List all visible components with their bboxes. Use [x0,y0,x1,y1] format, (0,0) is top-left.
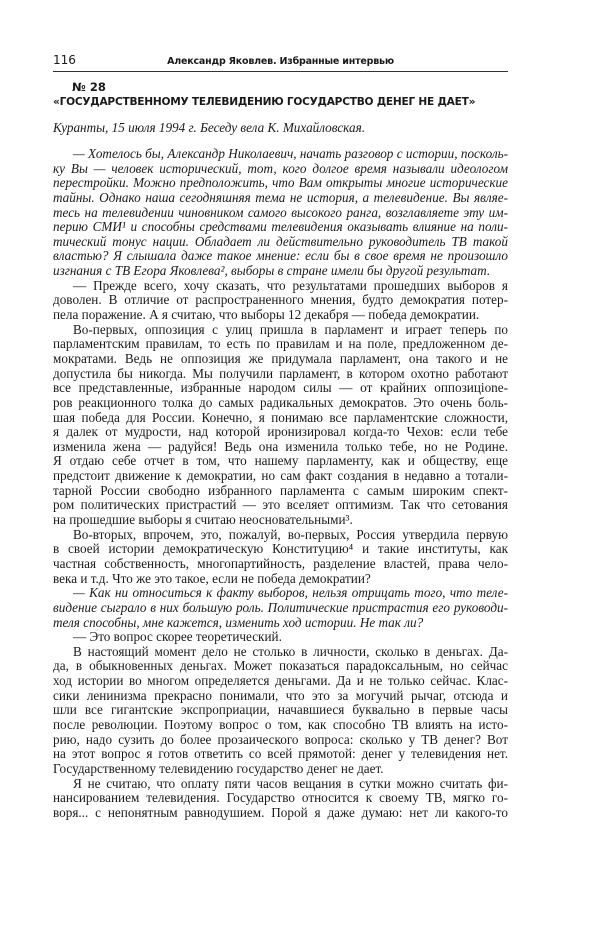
text-line: ров реакционного толка до самых радикальных демократов. Это очень боль- [53,394,508,410]
article-source: Куранты, 15 июля 1994 г. Беседу вела К. Михайловская. [53,120,366,135]
text-line: частная собственность, многопартийность, разделение властей, права чело- [53,555,508,571]
text-line: тесь на телевидении чиновником самого высокого ранга, возглавляете эту им- [53,204,508,220]
paragraph [53,630,508,645]
paragraph [53,586,508,630]
text-line: я далек от мудрости, над которой иронизировал когда-то Чехов: если тебе [53,424,508,440]
text-line: Во-первых, оппозиция с улиц пришла в парламент и играет теперь по [73,321,508,337]
text-line: мократами. Ведь не оппозиция же придумала парламент, она такого и не [53,350,508,366]
text-line: рию, надо сузить до более прозаического вопроса: сколько у ТВ денег? Вот [53,731,508,747]
running-header [53,53,508,72]
text-line: да, в обыкновенных деньгах. Может показаться парадоксальным, но сейчас [53,658,508,674]
text-line: перию СМИ¹ и способны средствами телевидения оказывать влияние на поли- [53,219,508,235]
article-title: «ГОСУДАРСТВЕННОМУ ТЕЛЕВИДЕНИЮ ГОСУДАРСТВО ДЕНЕГ НЕ ДАЕТ» [53,96,476,108]
paragraph [53,777,508,821]
text-line: века и т.д. Что же это такое, если не победа демократии? [53,570,371,586]
paragraph [53,645,508,777]
text-line: парламентским правилам, то есть по правилам и на поле, предложенном де- [53,336,508,352]
text-line: ход истории во многом определяется деньгами. Да и не только сейчас. Клас- [53,673,508,689]
text-line: предстоит движение к демократии, но сам факт создания в недавно a тотали- [53,468,508,484]
text-line: — Как ни относиться к факту выборов, нельзя отрицать того, что теле- [73,585,508,601]
article-body [53,147,508,820]
page-number: 116 [53,53,76,67]
text-line: после революции. Поэтому вопрос о том, как способно ТВ влиять на исто- [53,716,508,732]
text-line: видение сыграло в них большую роль. Политические пристрастия его руководи- [53,599,508,615]
paragraph [53,279,508,323]
text-line: Во-вторых, впрочем, это, пожалуй, во-первых, Россия утвердила первую [73,526,508,542]
text-line: тический тонус нации. Обладает ли действительно руководитель ТВ такой [53,233,508,249]
text-line: Государственному телевидению государство денег не дает. [53,760,384,776]
text-line: изменила жена — радуйся! Ведь она изменила только тебе, но не Родине. [53,438,508,454]
paragraph [53,528,508,587]
text-line: В настоящий момент дело не столько в личности, сколько в деньгах. Да- [73,643,508,659]
text-line: пела поражение. А я считаю, что выборы 12 декабря — победа демократии. [53,307,480,323]
text-line: нансированием телевидения. Государство относится к своему ТВ, мягко го- [53,790,508,806]
text-line: в своей истории демократическую Конституцию⁴ и такие институты, как [53,541,508,557]
text-line: сики ленинизма прекрасно понимали, что это за могучий рычаг, отсюда и [53,687,508,703]
text-line: — Это вопрос скорее теоретический. [73,629,282,645]
text-line: тарной России свободно избранного парламента с самым широким спект- [53,482,508,498]
text-line: все представленные, избранные народом силы — от крайних оппозицione- [53,380,508,396]
paragraph [53,147,508,279]
text-line: ром политических пристрастий — это вселяет оптимизм. Так что сетования [53,497,508,513]
text-line: изгнания с ТВ Егора Яковлева², выборы в стране имели бы другой результат. [53,263,491,279]
running-title: Александр Яковлев. Избранные интервью [167,56,394,67]
text-line: шли все гигантские экспроприации, начавшиеся буквально в первые часы [53,702,508,718]
text-line: доволен. В отличие от распространенного мнения, будто демократия потер- [53,292,508,308]
text-line: теля способны, мне кажется, изменить ход истории. Не так ли? [53,614,424,630]
text-line: шая победа для России. Конечно, я понимаю все парламентские сложности, [53,409,508,425]
text-line: — Прежде всего, хочу сказать, что результатами прошедших выборов я [73,277,508,293]
text-line: Я отдаю себе отчет в том, что нашему парламенту, как и обществу, еще [53,453,508,469]
paragraph [53,323,508,528]
text-line: Я не считаю, что оплату пяти часов вещания в сутки можно считать фи- [73,775,508,791]
text-line: перестройки. Можно предположить, что Вам открыты многие исторические [53,175,508,191]
article-number: № 28 [72,80,106,94]
text-line: тайны. Однако наша сегодняшняя тема не история, а телевидение. Вы являе- [53,189,508,205]
text-line: на прошедшие выборы я считаю неосновательными³. [53,512,353,528]
text-line: властью? Я слышала даже такое мнение: если бы в свое время не произошло [53,248,508,264]
text-line: воря... с непонятным равнодушием. Порой я даже думаю: нет ли какого-то [53,804,508,820]
text-line: — Хотелось бы, Александр Николаевич, начать разговор с истории, посколь- [73,146,508,161]
text-line: ку Вы — человек исторический, тот, кого долгое время называли идеологом [53,160,508,176]
text-line: допустила бы никогда. Мы получили парламент, в котором охотно работают [53,365,508,381]
text-line: на этот вопрос я готов ответить со всей прямотой: денег у телевидения нет. [53,746,508,762]
